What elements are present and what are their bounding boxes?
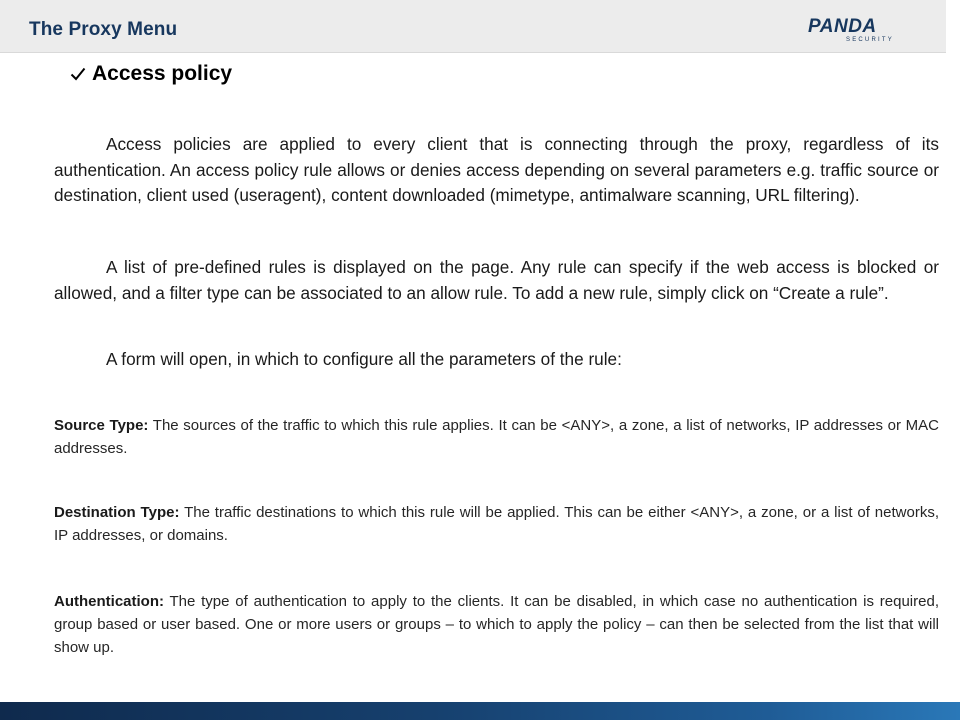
checkmark-icon <box>70 66 86 82</box>
paragraph-form-intro: A form will open, in which to configure all the parameters of the rule: <box>106 349 622 369</box>
footer-bar <box>0 702 960 720</box>
definition-text: The sources of the traffic to which this rule applies. It can be <ANY>, a zone, a list of networks, IP addresses or MAC addresses. <box>54 417 939 457</box>
definition-destination-type <box>54 501 939 547</box>
definition-term: Authentication: <box>54 593 164 610</box>
definition-source-type <box>54 414 939 460</box>
section-heading-text: Access policy <box>92 62 233 85</box>
logo-brand: PANDA <box>808 16 877 37</box>
definition-text: The type of authentication to apply to the clients. It can be disabled, in which case no authentication is required, group based or user based. One or more users or groups – to which to apply the policy – can then be selected from the list that will show up. <box>54 593 939 656</box>
header-divider <box>0 52 946 53</box>
definition-term: Source Type: <box>54 417 149 434</box>
definition-term: Destination Type: <box>54 504 180 521</box>
paragraph-predefined-rules: A list of pre-defined rules is displayed on the page. Any rule can specify if the web access is blocked or allowed, and a filter type can be associated to an allow rule. To add a new rule, simply click on “Create a rule”. <box>54 257 939 303</box>
page-title: The Proxy Menu <box>29 19 178 40</box>
panda-security-logo <box>806 14 914 44</box>
definition-authentication <box>54 590 939 659</box>
definition-text: The traffic destinations to which this rule will be applied. This can be either <ANY>, a zone, or a list of networks, IP addresses, or domains. <box>54 504 939 544</box>
logo-tagline: SECURITY <box>846 37 894 43</box>
paragraph-access-policies: Access policies are applied to every client that is connecting through the proxy, regardless of its authentication. An access policy rule allows or denies access depending on several parameters e.g. traffic source or destination, client used (useragent), content downloaded (mimetype, antimalware scanning, URL filtering). <box>54 134 939 206</box>
section-heading <box>70 62 232 86</box>
